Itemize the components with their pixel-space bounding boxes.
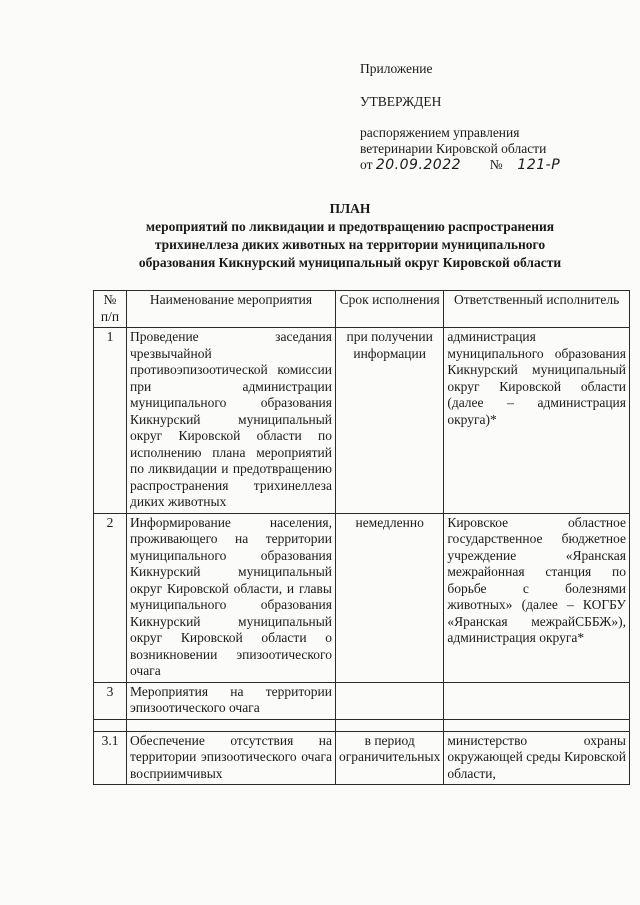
row-num: 3 [94, 682, 127, 719]
plan-subtitle-line-2: трихинеллеза диких животных на территории муниципального [154, 237, 546, 252]
table-row [94, 731, 630, 785]
number-sign: № [489, 157, 503, 172]
row-num: 1 [94, 328, 127, 514]
plan-subtitle-line-1: мероприятий по ликвидации и предотвращению распространения [145, 219, 555, 234]
row-responsible: администрация муниципального образования Кикнурский муниципальный округ Кировской области (далее – администрация округа)* [444, 328, 630, 514]
table-row [94, 682, 630, 719]
row-term: в период ограничительных [336, 731, 444, 785]
approved-label: УТВЕРЖДЕН [360, 94, 442, 109]
row-responsible: министерство охраны окружающей среды Кировской области, [444, 731, 630, 785]
header-term: Срок исполнения [336, 291, 444, 328]
row-name: Мероприятия на территории эпизоотического очага [127, 682, 336, 719]
table-spacer-row [94, 719, 630, 731]
order-line-2: ветеринарии Кировской области [360, 141, 547, 156]
date-prefix: от [360, 157, 373, 172]
plan-table [93, 290, 630, 785]
row-term [336, 682, 444, 719]
order-line-1: распоряжением управления [360, 125, 520, 140]
row-responsible: Кировское областное государственное бюджетное учреждение «Яранская межрайонная станция по борьбе с болезнями животных» (далее – КОГБУ «Яранская межрайСББЖ»), администрация округа* [444, 513, 630, 682]
row-term: при получении информации [336, 328, 444, 514]
table-header-row [94, 291, 630, 328]
row-name: Обеспечение отсутствия на территории эпизоотического очага восприимчивых [127, 731, 336, 785]
appendix-label: Приложение [360, 61, 433, 76]
plan-subtitle-line-3: образования Кикнурский муниципальный округ Кировской области [138, 255, 562, 270]
row-responsible [444, 682, 630, 719]
row-num: 3.1 [94, 731, 127, 785]
table-row [94, 328, 630, 514]
document-title [80, 200, 620, 272]
handwritten-date: 20.09.2022 [375, 157, 462, 173]
header-num: № п/п [94, 291, 127, 328]
row-term: немедленно [336, 513, 444, 682]
header-responsible: Ответственный исполнитель [444, 291, 630, 328]
order-date-line [360, 156, 560, 174]
plan-heading: ПЛАН [329, 201, 371, 216]
row-num: 2 [94, 513, 127, 682]
handwritten-number: 121-Р [517, 157, 561, 173]
row-name: Информирование населения, проживающего на территории муниципального образования Кикнурский муниципальный округ Кировской области, и главы муниципального образования Кикнурский муниципальный округ Кировской области о возникновении эпизоотического очага [127, 513, 336, 682]
table-row [94, 513, 630, 682]
header-name: Наименование мероприятия [127, 291, 336, 328]
row-name: Проведение заседания чрезвычайной противоэпизоотической комиссии при администрации муниципального образования Кикнурский муниципальный округ Кировской области по исполнению плана мероприятий по ликвидации и предотвращению распространения трихинеллеза диких животных [127, 328, 336, 514]
